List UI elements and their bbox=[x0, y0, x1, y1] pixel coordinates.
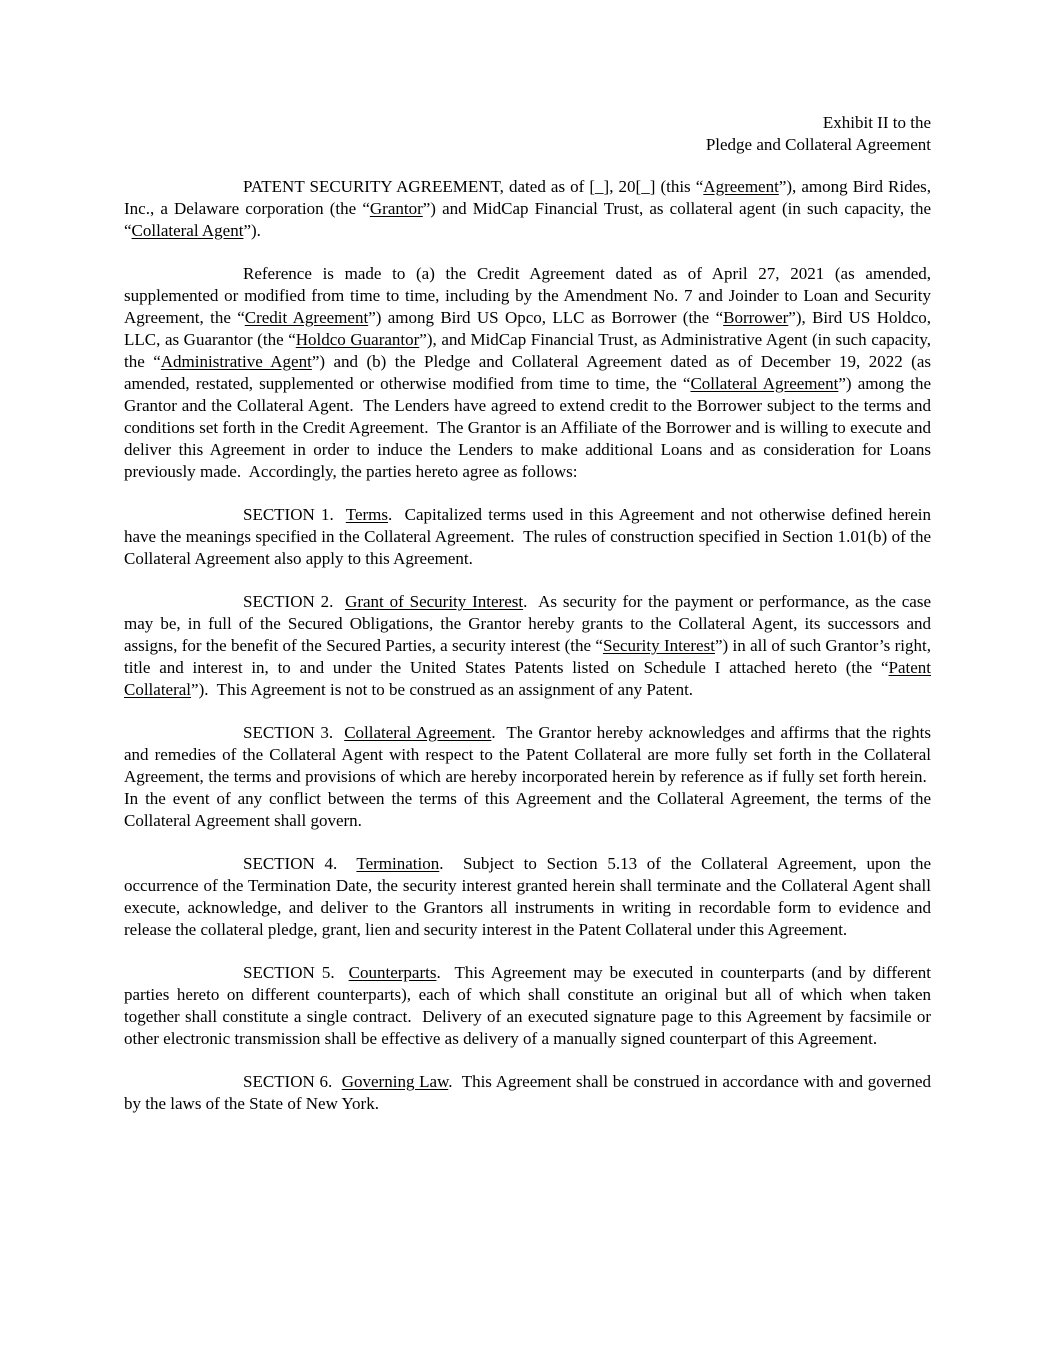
text-run: SECTION 2. bbox=[243, 592, 346, 611]
defined-term: Administrative Agent bbox=[160, 352, 312, 371]
text-run: ”), Bird US Holdco, LLC, as Guarantor (the “ bbox=[124, 308, 932, 349]
text-run: . As security for the payment or performance, as the case may be, in full of the Secured Obligations, the Grantor hereby grants to the Collateral Agent, its successors and assigns, for the benefit of the Secured Parties, a security interest (the “ bbox=[124, 592, 931, 655]
defined-term: Counterparts bbox=[348, 963, 437, 982]
paragraph-recitals bbox=[124, 263, 931, 483]
text-run: SECTION 3. bbox=[243, 723, 345, 742]
defined-term: Grantor bbox=[369, 199, 423, 218]
defined-term: Patent Collateral bbox=[124, 658, 931, 699]
text-run: SECTION 4. bbox=[243, 854, 357, 873]
defined-term: Collateral Agreement bbox=[344, 723, 492, 742]
defined-term: Terms bbox=[345, 505, 389, 524]
defined-term: Collateral Agent bbox=[131, 221, 244, 240]
text-run: ”) and (b) the Pledge and Collateral Agreement dated as of December 19, 2022 (as amended, restated, supplemented or otherwise modified from time to time, the “ bbox=[124, 352, 931, 393]
text-run: ”) in all of such Grantor’s right, title and interest in, to and under the United States Patents listed on Schedule I attached hereto (the “ bbox=[124, 636, 931, 677]
defined-term: Termination bbox=[356, 854, 440, 873]
text-run: Reference is made to (a) the Credit Agreement dated as of April 27, 2021 (as amended, supplemented or modified from time to time, including by the Amendment No. 7 and Joinder to Loan and Security Agreement, the “ bbox=[124, 264, 931, 327]
defined-term: Governing Law bbox=[341, 1072, 449, 1091]
defined-term: Grant of Security Interest bbox=[345, 592, 524, 611]
text-run: SECTION 5. bbox=[243, 963, 349, 982]
text-run: . Subject to Section 5.13 of the Collateral Agreement, upon the occurrence of the Termination Date, the security interest granted herein shall terminate and the Collateral Agent shall execute, acknowledge, and deliver to the Grantors all instruments in writing in recordable form to evidence and release the collateral pledge, grant, lien and security interest in the Patent Collateral under this Agreement. bbox=[124, 854, 931, 939]
text-run: ”). This Agreement is not to be construed as an assignment of any Patent. bbox=[191, 680, 694, 699]
text-run: ”). bbox=[243, 221, 261, 240]
paragraph-section-6 bbox=[124, 1071, 931, 1115]
text-run: SECTION 1. bbox=[243, 505, 346, 524]
paragraph-section-2 bbox=[124, 591, 931, 701]
defined-term: Credit Agreement bbox=[244, 308, 369, 327]
defined-term: Security Interest bbox=[602, 636, 715, 655]
text-run: SECTION 6. bbox=[243, 1072, 342, 1091]
paragraph-section-1 bbox=[124, 504, 931, 570]
document-body bbox=[124, 176, 931, 1115]
paragraph-section-4 bbox=[124, 853, 931, 941]
text-run: ”) and MidCap Financial Trust, as collateral agent (in such capacity, the “ bbox=[124, 199, 931, 240]
text-run: ”), among Bird Rides, Inc., a Delaware corporation (the “ bbox=[124, 177, 931, 218]
text-run: ”) among the Grantor and the Collateral Agent. The Lenders have agreed to extend credit to the Borrower subject to the terms and conditions set forth in the Credit Agreement. The Grantor is an Affiliate of the Borrower and is willing to execute and deliver this Agreement in order to induce the Lenders to make additional Loans and as consideration for Loans previously made. Accordingly, the parties hereto agree as follows: bbox=[124, 374, 931, 481]
text-run: . This Agreement may be executed in counterparts (and by different parties hereto on different counterparts), each of which shall constitute an original but all of which when taken together shall constitute a single contract. Delivery of an executed signature page to this Agreement by facsimile or other electronic transmission shall be effective as delivery of a manually signed counterpart of this Agreement. bbox=[124, 963, 931, 1048]
exhibit-header-line1: Exhibit II to the bbox=[822, 113, 931, 132]
exhibit-header-line2: Pledge and Collateral Agreement bbox=[705, 135, 931, 154]
text-run: . This Agreement shall be construed in accordance with and governed by the laws of the State of New York. bbox=[124, 1072, 932, 1113]
text-run: . The Grantor hereby acknowledges and affirms that the rights and remedies of the Collateral Agent with respect to the Patent Collateral are more fully set forth in the Collateral Agreement, the terms and provisions of which are hereby incorporated herein by reference as if fully set forth herein. In the event of any conflict between the terms of this Agreement and the Collateral Agreement, the terms of the Collateral Agreement shall govern. bbox=[124, 723, 931, 830]
paragraph-preamble bbox=[124, 176, 931, 242]
text-run: ”) among Bird US Opco, LLC as Borrower (the “ bbox=[368, 308, 724, 327]
text-run: ”), and MidCap Financial Trust, as Administrative Agent (in such capacity, the “ bbox=[124, 330, 931, 371]
paragraph-section-3 bbox=[124, 722, 931, 832]
defined-term: Borrower bbox=[723, 308, 789, 327]
defined-term: Agreement bbox=[703, 177, 779, 196]
text-run: PATENT SECURITY AGREEMENT, dated as of [_], 20[_] (this “ bbox=[243, 177, 704, 196]
text-run: . Capitalized terms used in this Agreement and not otherwise defined herein have the meanings specified in the Collateral Agreement. The rules of construction specified in Section 1.01(b) of the Collateral Agreement also apply to this Agreement. bbox=[124, 505, 931, 568]
exhibit-header bbox=[124, 112, 931, 156]
paragraph-section-5 bbox=[124, 962, 931, 1050]
defined-term: Collateral Agreement bbox=[690, 374, 839, 393]
defined-term: Holdco Guarantor bbox=[295, 330, 420, 349]
